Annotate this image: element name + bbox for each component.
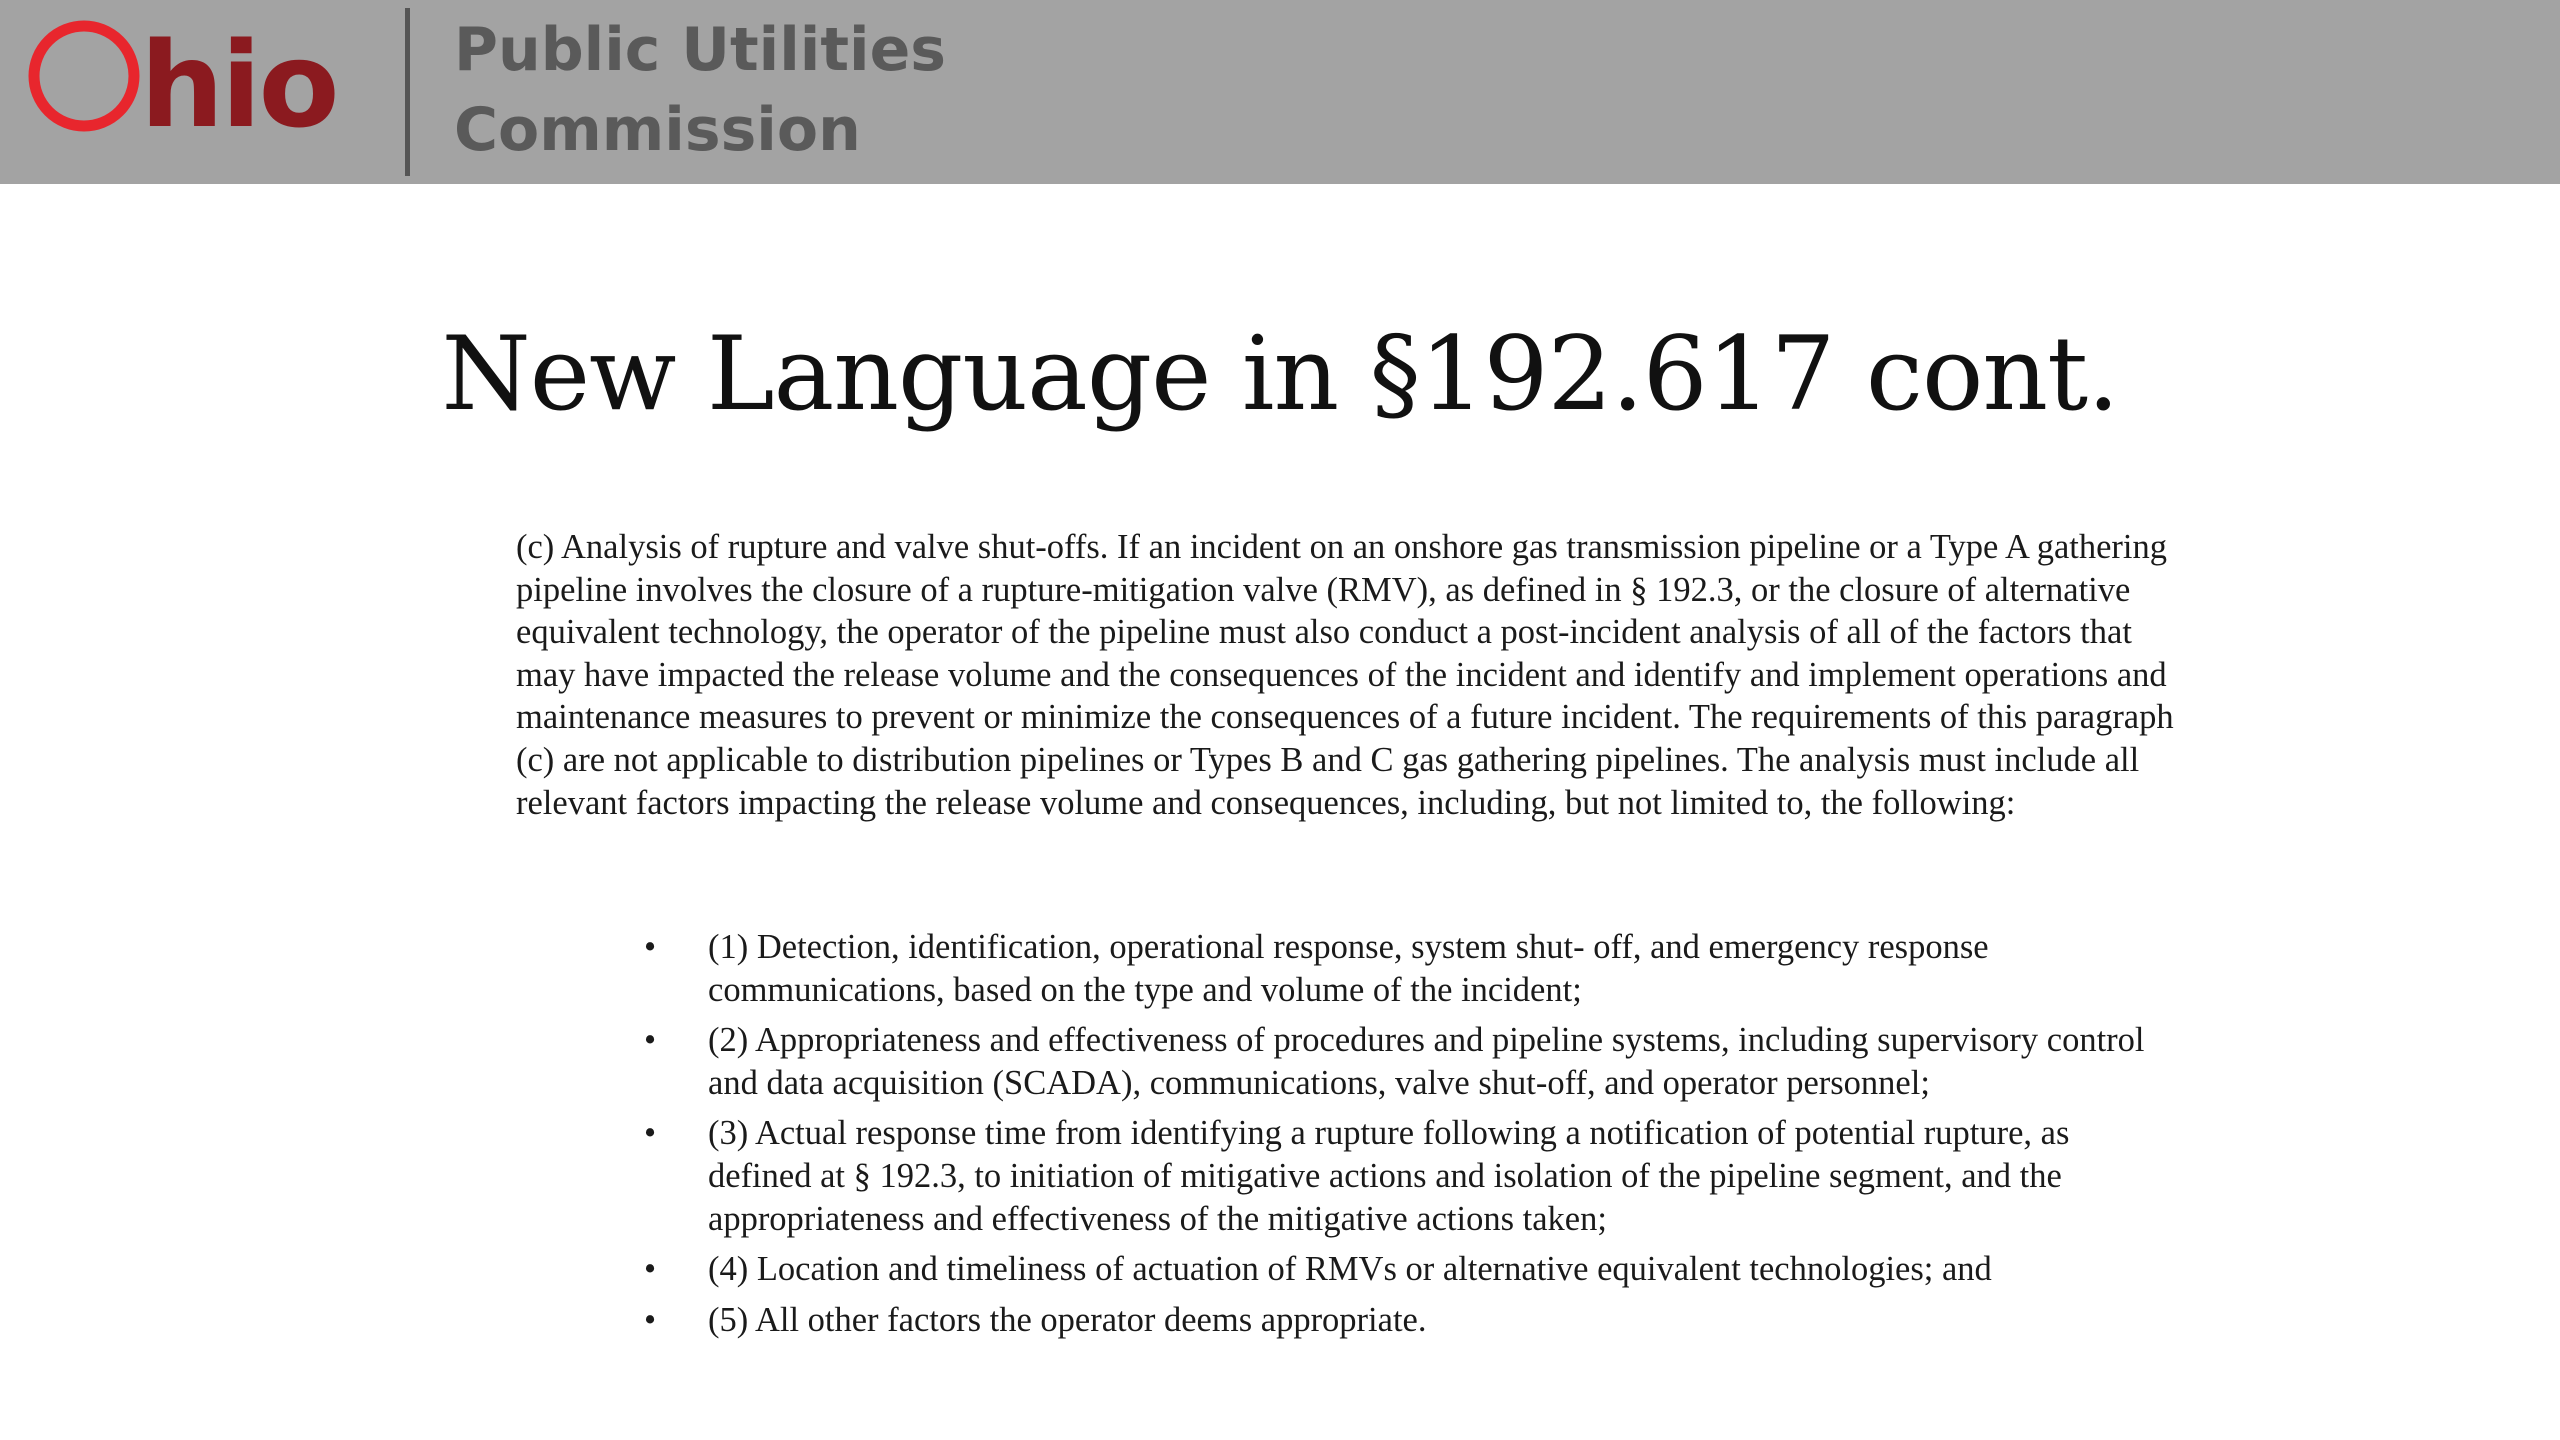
bullet-icon: • [644, 1021, 657, 1060]
list-item-text: (2) Appropriateness and effectiveness of procedures and pipeline systems, including supervisory control and data acquisition (SCADA), communications, valve shut-off, and operator personnel; [708, 1021, 2145, 1102]
list-item [516, 926, 2176, 1011]
section-paragraph: (c) Analysis of rupture and valve shut-offs. If an incident on an onshore gas transmission pipeline or a Type A gathering pipeline involves the closure of a rupture-mitigation valve (RMV), as defined in § 192.3, or the closure of alternative equivalent technology, the operator of the pipeline must also conduct a post-incident analysis of all of the factors that may have impacted the release volume and the consequences of the incident and identify and implement operations and maintenance measures to prevent or minimize the consequences of a future incident. The requirements of this paragraph (c) are not applicable to distribution pipelines or Types B and C gas gathering pipelines. The analysis must include all relevant factors impacting the release volume and consequences, including, but not limited to, the following: [516, 528, 2174, 822]
header-divider [405, 8, 410, 176]
list-item [516, 1019, 2176, 1104]
factor-list [516, 926, 2176, 1349]
bullet-icon: • [644, 1250, 657, 1289]
list-item-text: (3) Actual response time from identifying a rupture following a notification of potential rupture, as defined at § 192.3, to initiation of mitigative actions and isolation of the pipeline segment, and the appropriateness and effectiveness of the mitigative actions taken; [708, 1114, 2070, 1238]
bullet-icon: • [644, 1300, 657, 1339]
ohio-logo [24, 8, 364, 168]
svg-text:hio: hio [140, 16, 337, 154]
list-item [516, 1299, 2176, 1342]
bullet-icon: • [644, 1114, 657, 1153]
header-bar [0, 0, 2560, 184]
list-item-text: (1) Detection, identification, operational response, system shut- off, and emergency response communications, based on the type and volume of the incident; [708, 928, 1989, 1009]
agency-name [454, 10, 946, 170]
list-item-text: (5) All other factors the operator deems appropriate. [708, 1300, 1427, 1339]
list-item-text: (4) Location and timeliness of actuation of RMVs or alternative equivalent technologies; and [708, 1250, 1992, 1289]
slide-title: New Language in §192.617 cont. [441, 315, 2119, 434]
bullet-icon: • [644, 928, 657, 966]
list-item [516, 1248, 2176, 1291]
agency-name-line2: Commission [454, 95, 861, 165]
agency-name-line1: Public Utilities [454, 15, 946, 85]
list-item [516, 1112, 2176, 1240]
